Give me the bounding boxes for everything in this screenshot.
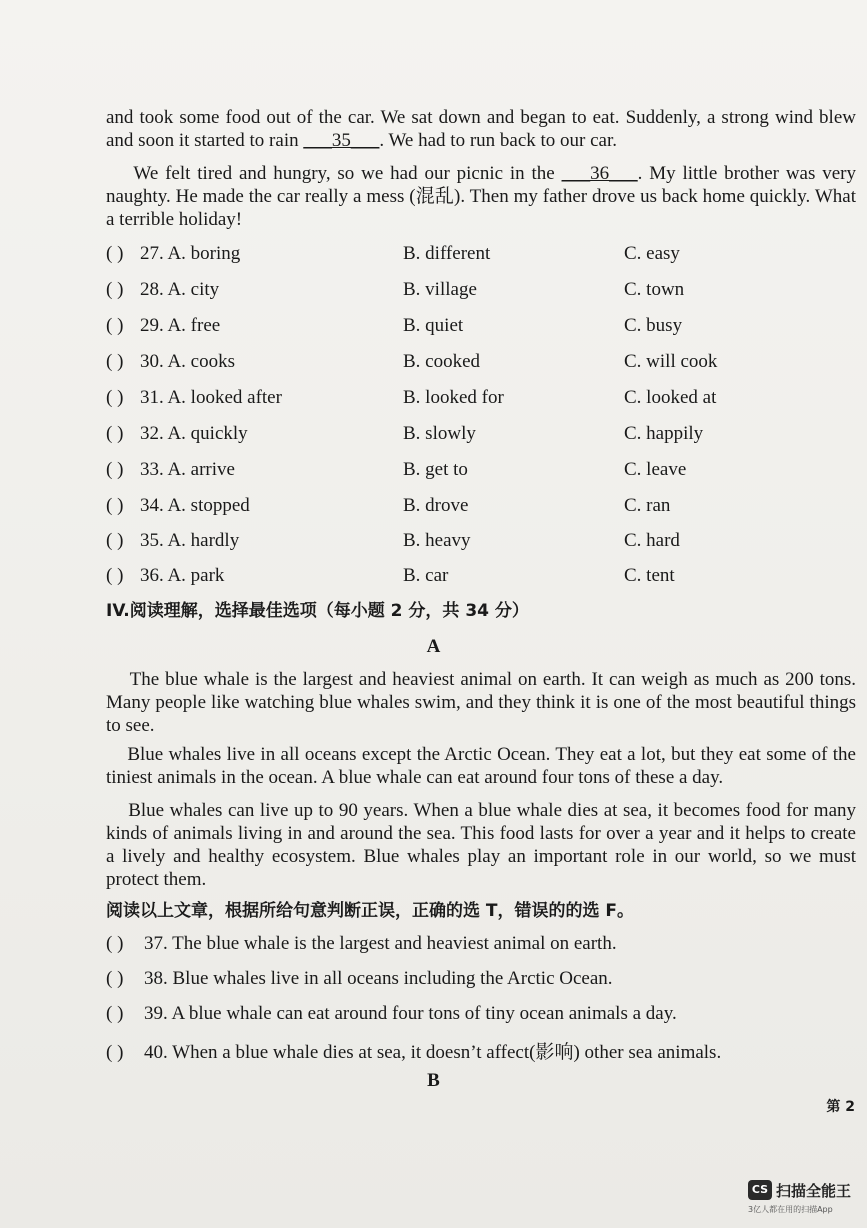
option-a: 29. A. free: [140, 315, 221, 336]
option-row: [106, 565, 846, 593]
option-a: 35. A. hardly: [140, 530, 240, 551]
option-b: B. car: [403, 565, 449, 586]
answer-paren[interactable]: ( ): [106, 933, 124, 954]
option-row: [106, 459, 846, 487]
option-row: [106, 279, 846, 307]
option-c: C. busy: [624, 315, 683, 336]
tf-text: 37. The blue whale is the largest and heaviest animal on earth.: [144, 933, 617, 954]
option-b: B. looked for: [403, 387, 504, 408]
answer-paren[interactable]: ( ): [106, 423, 124, 444]
paragraph-text: and took some food out of the car. We sat down and began to eat. Suddenly, a strong wind blew and soon it started to rain: [106, 107, 861, 151]
option-b: B. different: [403, 243, 491, 264]
option-a: 30. A. cooks: [140, 351, 235, 372]
option-b: B. get to: [403, 459, 468, 480]
option-b: B. slowly: [403, 423, 476, 444]
tf-text: 39. A blue whale can eat around four tons of tiny ocean animals a day.: [144, 1003, 677, 1024]
option-c: C. easy: [624, 243, 680, 264]
option-a: 36. A. park: [140, 565, 225, 586]
answer-paren[interactable]: ( ): [106, 1003, 124, 1024]
scanner-watermark: [748, 1178, 860, 1220]
option-a: 28. A. city: [140, 279, 220, 300]
option-row: [106, 315, 846, 343]
page-number: 第 2: [826, 1099, 855, 1115]
option-c: C. town: [624, 279, 685, 300]
answer-paren[interactable]: ( ): [106, 495, 124, 516]
section-heading: IV.阅读理解，选择最佳选项（每小题 2 分，共 34 分）: [106, 601, 529, 621]
paragraph-text: . My little brother was very naughty. He made the car really a mess (混乱). Then my father drove us back home quickly. What a terrible holiday!: [106, 163, 861, 230]
option-row: [106, 351, 846, 379]
option-a: 33. A. arrive: [140, 459, 235, 480]
answer-paren[interactable]: ( ): [106, 279, 124, 300]
answer-paren[interactable]: ( ): [106, 351, 124, 372]
option-c: C. happily: [624, 423, 704, 444]
answer-paren[interactable]: ( ): [106, 968, 124, 989]
option-b: B. heavy: [403, 530, 471, 551]
option-c: C. ran: [624, 495, 671, 516]
passage-paragraph-2: [106, 162, 861, 231]
answer-paren[interactable]: ( ): [106, 565, 124, 586]
blank-35: ___35___: [303, 130, 380, 151]
answer-paren[interactable]: ( ): [106, 243, 124, 264]
option-row: [106, 530, 846, 558]
tf-item: [106, 933, 846, 955]
scanner-tagline: 3亿人都在用的扫描App: [748, 1205, 833, 1214]
option-c: C. looked at: [624, 387, 717, 408]
answer-paren[interactable]: ( ): [106, 530, 124, 551]
option-c: C. will cook: [624, 351, 718, 372]
blank-36: ___36___: [561, 163, 638, 184]
option-c: C. tent: [624, 565, 675, 586]
option-b: B. drove: [403, 495, 469, 516]
option-b: B. quiet: [403, 315, 464, 336]
tf-text: 40. When a blue whale dies at sea, it doesn’t affect(影响) other sea animals.: [144, 1042, 722, 1063]
answer-paren[interactable]: ( ): [106, 387, 124, 408]
camscanner-logo-icon: CS: [748, 1180, 772, 1200]
passage-a-title: A: [426, 636, 441, 657]
option-row: [106, 495, 846, 523]
option-row: [106, 387, 846, 415]
answer-paren[interactable]: ( ): [106, 1042, 124, 1063]
tf-item: [106, 1003, 846, 1025]
scanner-app-name: 扫描全能王: [776, 1182, 852, 1200]
option-a: 32. A. quickly: [140, 423, 248, 444]
option-a: 34. A. stopped: [140, 495, 250, 516]
option-b: B. cooked: [403, 351, 481, 372]
option-row: [106, 423, 846, 451]
passage-paragraph-1: [106, 106, 861, 152]
paragraph-text: We felt tired and hungry, so we had our picnic in the: [106, 163, 562, 184]
answer-paren[interactable]: ( ): [106, 315, 124, 336]
tf-item: [106, 1037, 846, 1064]
paragraph-text: . We had to run back to our car.: [379, 130, 618, 151]
option-b: B. village: [403, 279, 477, 300]
passage-a-paragraph-3: Blue whales can live up to 90 years. When a blue whale dies at sea, it becomes food for many kinds of animals living in and around the sea. This food lasts for over a year and it helps to create a lively and healthy ecosystem. Blue whales play an important role in our world, so we must protect them.: [106, 800, 861, 890]
tf-text: 38. Blue whales live in all oceans including the Arctic Ocean.: [144, 968, 613, 989]
passage-a-paragraph-1: The blue whale is the largest and heaviest animal on earth. It can weigh as much as 200 tons. Many people like watching blue whales swim, and they think it is one of the most beautiful things to see.: [106, 669, 861, 736]
option-c: C. hard: [624, 530, 680, 551]
tf-item: [106, 968, 846, 990]
tf-instruction: 阅读以上文章，根据所给句意判断正误，正确的选 T，错误的的选 F。: [106, 901, 635, 921]
option-c: C. leave: [624, 459, 687, 480]
option-a: 31. A. looked after: [140, 387, 282, 408]
answer-paren[interactable]: ( ): [106, 459, 124, 480]
option-a: 27. A. boring: [140, 243, 241, 264]
passage-a-paragraph-2: Blue whales live in all oceans except the Arctic Ocean. They eat a lot, but they eat some of the tiniest animals in the ocean. A blue whale can eat around four tons of these a day.: [106, 744, 861, 788]
passage-b-title: B: [427, 1070, 440, 1091]
option-row: [106, 243, 846, 271]
